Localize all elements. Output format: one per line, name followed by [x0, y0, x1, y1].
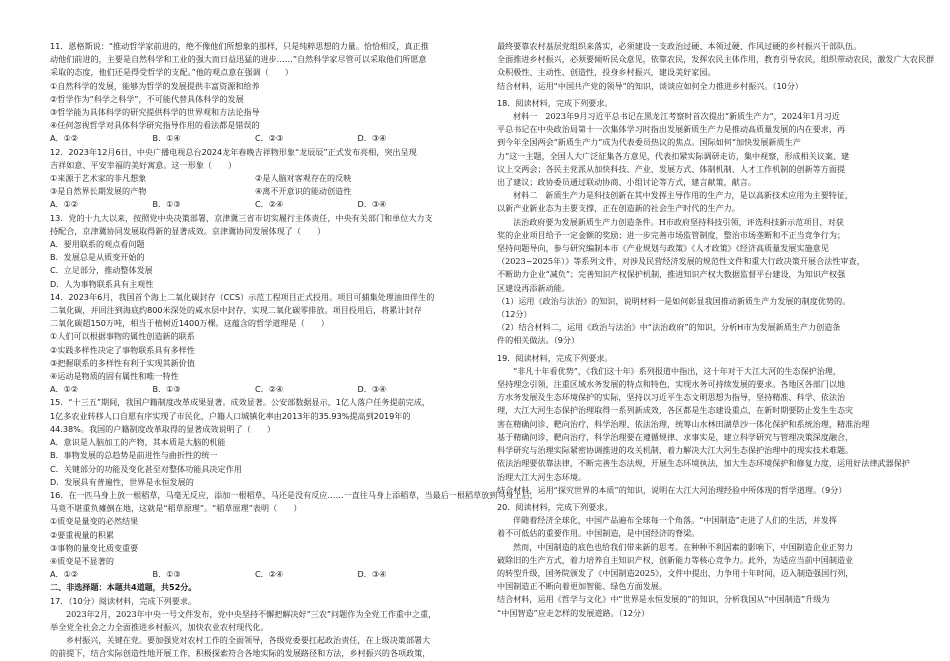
option-d: D．③④ [357, 133, 387, 144]
q13-option: B．发展总是从质变开始的 [50, 252, 145, 263]
q18-material-line: 出了建议；政协委员通过联动协商、小组讨论等方式，建言献策，献言。 [497, 177, 757, 188]
q19-heading: 19．阅读材料，完成下列要求。 [497, 352, 613, 363]
q11-choice: ②哲学作为“科学之科学”，不可能代替具体科学的发展 [50, 93, 244, 104]
q20-material-line: 着不可低估的重要作用。中国制造，是中国经济的脊梁。 [497, 528, 700, 539]
q18-material-line: 奖的企业项目给予一定金额的奖励；进一步完善市场监管制度，整治市场垄断和不正当竞争行为； [497, 229, 846, 240]
option-c: C．②④ [255, 569, 284, 580]
q14-choice: ④运动是物质的固有属性和唯一特性 [50, 371, 179, 382]
option-a: A．①② [50, 199, 79, 210]
option-b: B．①④ [152, 133, 181, 144]
q14-choice: ①人们可以根据事物的属性创造新的联系 [50, 331, 195, 342]
q11-line: 采取的态度，他们还是得受哲学的支配。”他的观点意在强调（ ） [50, 67, 293, 78]
q19-material-line: 依法治理要依靠法律，不断完善生态法规，开展生态环境执法，加大生态环境保护和修复力度，运用好法律武器保护 [497, 458, 910, 469]
q14-line: 二氧化碳超150万吨，相当于植树近1400万棵。这蕴含的哲学道理是（ ） [50, 318, 329, 329]
q12-choice: ④离不开意识的能动创造性 [255, 186, 352, 197]
q15-line: 1亿多农业转移人口自愿有序实现了市民化，户籍人口城镇化率由2013年的35.93%提高到2019年的 [50, 410, 411, 421]
q11-choice: ③哲学能为具体科学的研究提供科学的世界观和方法论指导 [50, 107, 260, 118]
q20-materials [497, 514, 915, 593]
q13-line: 13．党的十九大以来，按照党中央决策部署，京津冀三省市切实履行主体责任，中央有关部门和单位大力支 [50, 212, 433, 223]
q18-heading: 18．阅读材料，完成下列要求。 [497, 97, 613, 108]
q18-subquestion-2: 件的相关做法。（9分） [497, 335, 580, 346]
q18-material-line: 坚持问题导向，参与研究编制本市《产业规划与政策》《人才政策》《经济高质量发展实施意见 [497, 243, 829, 254]
q12-choice: ②是人脑对客观存在的反映 [255, 173, 352, 184]
q19-material-line: “非凡十年看优势”，《我们这十年》系列报道中指出，这十年对于大江大河的生态保护治理， [513, 365, 841, 376]
q20-material-line: 破除旧的生产方式，着力培养自主知识产权、创新能力等核心竞争力。此外，为适应当前中国制造业 [497, 554, 854, 565]
q13-option: D．人为事物联系具有主观性 [50, 278, 154, 289]
q20-material-line: 的转型升级，国务院颁发了《中国制造2025》，文件中提出，力争用十年时间，迈入制造强国行列， [497, 567, 854, 578]
q20-material-line: 伴随着经济全球化，中国产品遍布全球每一个角落。“中国制造”走进了人们的生活，并发挥 [513, 515, 837, 526]
q15-option: C．关键部分的功能及变化甚至对整体功能具决定作用 [50, 463, 242, 474]
q12-choices [50, 172, 460, 198]
q12-choice: ①来源于艺术家的非凡想象 [50, 173, 147, 184]
q19-materials [497, 365, 915, 484]
q11-choice: ④任何忽视哲学对具体科学研究指导作用的看法都是错误的 [50, 120, 260, 131]
q14-choice: ③把握联系的多样性有利于实现其新价值 [50, 357, 195, 368]
q18-material-line: 到今年全国两会“新质生产力”成为代表委员热议的焦点。国际如何“加快发展新质生产 [497, 137, 801, 148]
q20-material-line: 中国制造正不断向着更加智能、绿色方面发展。 [497, 581, 667, 592]
q13-line: 持配合，京津冀协同发展取得新的显著成效。京津冀协同发展体现了（ ） [50, 225, 326, 236]
q17-material-line: 乡村振兴，关键在党。要加强党对农村工作的全面领导，各级党委要扛起政治责任，在上级决策部署大 [66, 635, 431, 646]
q17-material-line: 众积极性、主动性、创造性，投身乡村振兴，建设美好家园。 [497, 67, 716, 78]
q18-material-line: 材料二 新质生产力是科技创新在其中发挥主导作用的生产力，是以高新技术应用为主要特征， [513, 190, 853, 201]
option-a: A．①② [50, 133, 79, 144]
q16-choice: ④质变是不显著的 [50, 555, 114, 566]
q17-heading: 17．（10分）阅读材料，完成下列要求。 [50, 595, 197, 606]
q18-material-line: 法治政府要为发展新质生产力创造条件。H市政府坚持科技引领，评选科技新示范项目，对获 [513, 216, 844, 227]
q18-material-line: （2023~2025年）》等系列文件，对涉及民营经济发展的规范性文件和重大行政决策开展合法性审查， [497, 256, 865, 267]
q19-material-line: 害在精确问诊、靶向治疗，科学治理、依法治理，统筹山水林田湖草沙一体化保护和系统治理，精准治理 [497, 418, 870, 429]
q18-material-line: 以新产业新业态为主要支撑，正在创造新的社会生产时代的生产力。 [497, 203, 740, 214]
q15-line: 15．“十三五”期间，我国户籍制度改革成果显著。成效显著。公安部数据显示，1亿人落户任务提前完成， [50, 397, 430, 408]
q13-option: A．要用联系的观点看问题 [50, 239, 145, 250]
q19-material-line: 科学研究与治理实际紧密协调推进的攻关机制，着力解决大江大河生态保护治理中的现实技术难题。 [497, 445, 854, 456]
q11-options [50, 132, 460, 145]
q18-subquestion-1: （1）运用《政治与法治》的知识，说明材料一是如何彰显我国推动新质生产力发展的制度优势的。 [497, 295, 851, 306]
q12-line: 吉祥如意、平安幸福的美好寓意。这一形象（ ） [50, 159, 237, 170]
q16-choice: ①质变是量变的必然结果 [50, 516, 139, 527]
q16-choice: ③事物的量变比质变重要 [50, 542, 139, 553]
q18-subquestion-1: （12分） [497, 309, 532, 320]
option-c: C．②④ [255, 384, 284, 395]
q14-line: 二氧化碳，并回注到海底约800米深处的咸水层中封存，实现二氧化碳零排放。项目投用后，将累计封存 [50, 305, 422, 316]
section-heading: 二、非选择题：本题共4道题，共52分。 [50, 582, 197, 593]
q17-material-line: 举全党全社会之力全面推进乡村振兴，加快农业农村现代化。 [50, 621, 269, 632]
q20-task: 结合材料，运用《哲学与文化》中“世界是永恒发展的”的知识，分析我国从“中国制造”升级为 [497, 594, 830, 605]
option-d: D．③④ [357, 199, 387, 210]
q13-option: C．立足部分，推动整体发展 [50, 265, 153, 276]
q11-line: 动他们前进的，主要是自然科学和工业的强大而日益迅猛的进步……”自然科学家尽管可以采取他们所愿意 [50, 54, 427, 65]
q16-line: 16．在一匹马身上放一根稻草，马毫无反应，添加一根稻草，马还是没有反应……一直往马身上添稻草，当最后一根稻草放到马身上后， [50, 489, 538, 500]
question-15 [50, 396, 460, 488]
q18-material-line: 平总书记在中央政治局第十一次集体学习时指出发展新质生产力是推动高质量发展的内在要求，再 [497, 124, 846, 135]
q17-material-line: 的前提下，结合实际创造性地开展工作，积极探索符合各地实际的发展路径和方法，乡村振兴的各项政策， [50, 648, 431, 659]
q17-material-line: 全面推进乡村振兴，必须要倾听民众意见，依靠农民，发挥农民主体作用，教育引导农民，组织带动农民，激发广大农民群 [497, 54, 935, 65]
q18-material-line: 不断助力企业“减负”；完善知识产权保护机制，推进知识产权大数据监督平台建设，为知识产权强 [497, 269, 846, 280]
option-d: D．③④ [357, 384, 387, 395]
q18-material-line: 材料一 2023年9月习近平总书记在黑龙江考察时首次提出“新质生产力”，2024年1月习近 [513, 111, 840, 122]
q15-option: B．事物发展的总趋势是前进性与曲折性的统一 [50, 450, 218, 461]
q11-choice: ①自然科学的发展，能够为哲学的发展提供丰富资源和给养 [50, 80, 260, 91]
q18-material-line: 区建设再添新动能。 [497, 282, 570, 293]
q19-material-line: 坚持理念引领，注重区域水务发展的特点和特色，实现水务可持续发展的要求。各地区各部门以地 [497, 379, 846, 390]
option-b: B．①③ [152, 569, 181, 580]
q12-line: 12．2023年12月6日，中央广播电视总台2024龙年春晚吉祥物形象“龙辰辰”正式发布亮相，突出呈现 [50, 146, 417, 157]
question-14 [50, 291, 460, 397]
q14-choice: ②实践多样性决定了事物联系具有多样性 [50, 344, 195, 355]
q18-material-line: 力”这一主题，全国人大广泛征集各方意见，代表扣紧实际调研走访，集中视察，形成相关议案、建 [497, 150, 850, 161]
question-13 [50, 212, 460, 291]
q19-material-line: 理，大江大河生态保护治理取得一系列新成效，各区都是生态建设重点，在新时期要防止发生生态灾 [497, 405, 854, 416]
question-11 [50, 40, 460, 146]
option-c: C．②③ [255, 133, 284, 144]
option-b: B．①③ [152, 199, 181, 210]
question-16 [50, 489, 538, 581]
q15-option: A．意识是人脑加工的产物，其本质是大脑的机能 [50, 437, 226, 448]
q19-material-line: 治理大江大河生态环境。 [497, 471, 587, 482]
q15-line: 44.38%。我国的户籍制度改革取得的显著成效说明了（ ） [50, 423, 276, 434]
q19-task: 结合材料，运用“探究世界的本质”的知识，说明在大江大河治理经验中所体现的哲学道理。（9分） [497, 484, 847, 495]
q12-choice: ③是自然界长期发展的产物 [50, 186, 147, 197]
question-12 [50, 146, 460, 212]
q19-material-line: 基于精确问诊，靶向治疗，科学治理要在遵循规律、求事实是，建立科学研究与管理决策深度融合， [497, 431, 854, 442]
q17-material-line: 2023年2月，2023年中央一号文件发布，党中央坚持不懈把解决好“三农”问题作为全党工作重中之重， [66, 608, 437, 619]
q20-heading: 20．阅读材料，完成下列要求。 [497, 501, 613, 512]
q11-line: 11．恩格斯说：“推动哲学家前进的，绝不像他们所想象的那样，只是纯粹思想的力量。恰恰相反，真正推 [50, 41, 429, 51]
right-column [497, 40, 935, 620]
q14-line: 14．2023年6月，我国首个海上二氧化碳封存（CCS）示范工程项目正式投用。项目可捕集处理油田伴生的 [50, 291, 435, 302]
option-b: B．①③ [152, 384, 181, 395]
q15-option: D．发展具有普遍性，世界是永恒发展的 [50, 476, 194, 487]
q17-task: 结合材料，运用“中国共产党的领导”的知识，谈谈应如何全力推进乡村振兴。（10分） [497, 80, 804, 91]
q16-options [50, 568, 460, 581]
q17-material-line: 最终要靠农村基层党组织来落实，必须建设一支政治过硬、本领过硬、作风过硬的乡村振兴干部队伍。 [497, 41, 862, 51]
q20-material-line: 然而，中国制造的底色也给我们带来新的思考。在种种不利因素的影响下，中国制造企业正努力 [513, 541, 853, 552]
q16-choice: ②要重视量的积累 [50, 529, 114, 540]
q19-material-line: 方水务发展及生态环境保护的实际，坚持以习近平生态文明思想为指导，坚持精准、科学、依法治 [497, 392, 846, 403]
q18-materials [497, 110, 915, 295]
q18-material-line: 议上交两会；各民主党派从加快科技、产业、发展方式、体制机制、人才工作机制的创新等方面提 [497, 163, 846, 174]
option-a: A．①② [50, 569, 79, 580]
option-c: C．②④ [255, 199, 284, 210]
option-d: D．③④ [357, 569, 387, 580]
q16-line: 马竟不堪重负瘫倒在地，这就是“稻草原理”。“稻草原理”表明（ ） [50, 503, 302, 514]
q18-subquestion-2: （2）结合材料二，运用《政治与法治》中“法治政府”的知识，分析H市为发展新质生产力创造条 [497, 322, 841, 333]
q14-options [50, 383, 460, 396]
option-a: A．①② [50, 384, 79, 395]
q12-options [50, 198, 460, 211]
q20-task: “中国智造”应走怎样的发展道路。（12分） [497, 607, 650, 618]
